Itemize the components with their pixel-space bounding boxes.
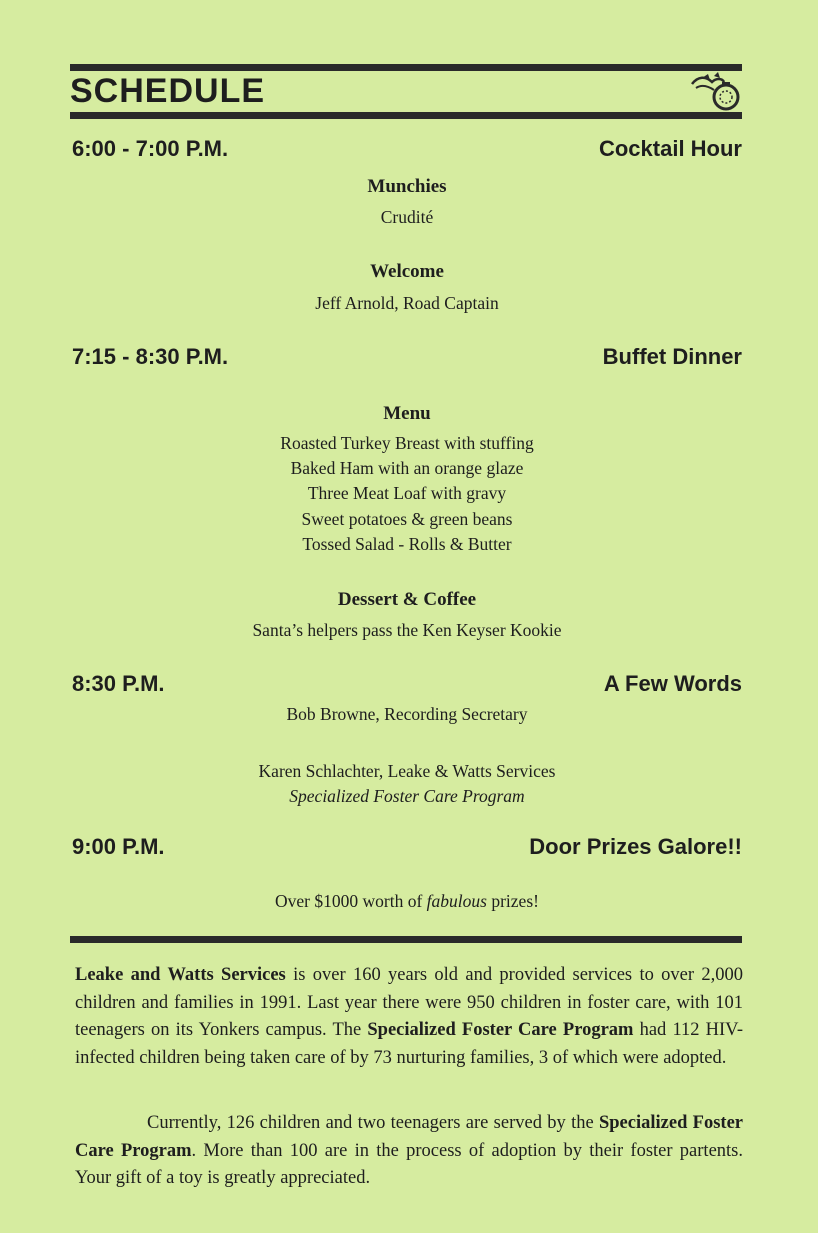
bottom-rule [70,936,742,943]
time-label: 6:00 - 7:00 P.M. [72,136,229,161]
about-text: Currently, 126 children and two teenagers are served by the [147,1113,599,1133]
org-name: Leake and Watts Services [75,965,286,985]
schedule-row-2 [72,344,742,374]
wreath-ornament-icon [688,70,744,114]
menu-item: Roasted Turkey Breast with stuffing [280,433,534,453]
menu-item: Baked Ham with an orange glaze [290,458,524,478]
schedule-row-1 [72,136,742,166]
menu-item: Tossed Salad - Rolls & Butter [302,534,512,554]
block-heading: Dessert & Coffee [337,589,477,610]
block-heading: Munchies [367,176,447,197]
speaker-line: Bob Browne, Recording Secretary [286,704,528,724]
event-label: A Few Words [603,671,742,696]
prize-text: Over $1000 worth of [275,891,427,911]
menu-item: Three Meat Loaf with gravy [307,483,507,503]
prize-text-end: prizes! [486,891,539,911]
block-line: Santa’s helpers pass the Ken Keyser Kookie [252,620,562,640]
prize-emphasis: fabulous [426,891,487,911]
title-underline [70,112,742,119]
program-name-bold: Specialized Foster Care Program [75,1113,743,1161]
about-paragraph-1 [75,962,743,1072]
block-heading: Menu [383,403,431,424]
block-heading: Welcome [370,261,444,282]
about-text: is over 160 years old and provided services to over 2,000 children and families in 1991. Last year there were 950 children in foster care, with 101 teenagers on its Yonkers campus. The [75,965,743,1040]
event-label: Door Prizes Galore!! [529,834,742,859]
event-label: Cocktail Hour [598,136,742,161]
about-paragraph-2 [75,1110,743,1193]
block-line: Jeff Arnold, Road Captain [315,293,499,313]
about-text: had 112 HIV-infected children being taken care of by 73 nurturing families, 3 of which were adopted. [75,1020,743,1068]
about-text: . More than 100 are in the process of adoption by their foster partents. Your gift of a toy is greatly appreciated. [75,1140,743,1188]
event-label: Buffet Dinner [602,344,742,369]
menu-item: Sweet potatoes & green beans [301,509,513,529]
prize-line [72,889,742,914]
time-label: 7:15 - 8:30 P.M. [72,344,229,369]
speaker-line: Karen Schlachter, Leake & Watts Services [258,761,556,781]
time-label: 8:30 P.M. [72,671,165,696]
schedule-row-4 [72,834,742,864]
program-name: Specialized Foster Care Program [289,786,525,806]
schedule-row-3 [72,671,742,701]
block-line: Crudité [380,207,434,227]
time-label: 9:00 P.M. [72,834,165,859]
page-title: SCHEDULE [70,72,266,110]
top-rule [70,64,742,71]
program-name-bold: Specialized Foster Care Program [367,1020,634,1040]
